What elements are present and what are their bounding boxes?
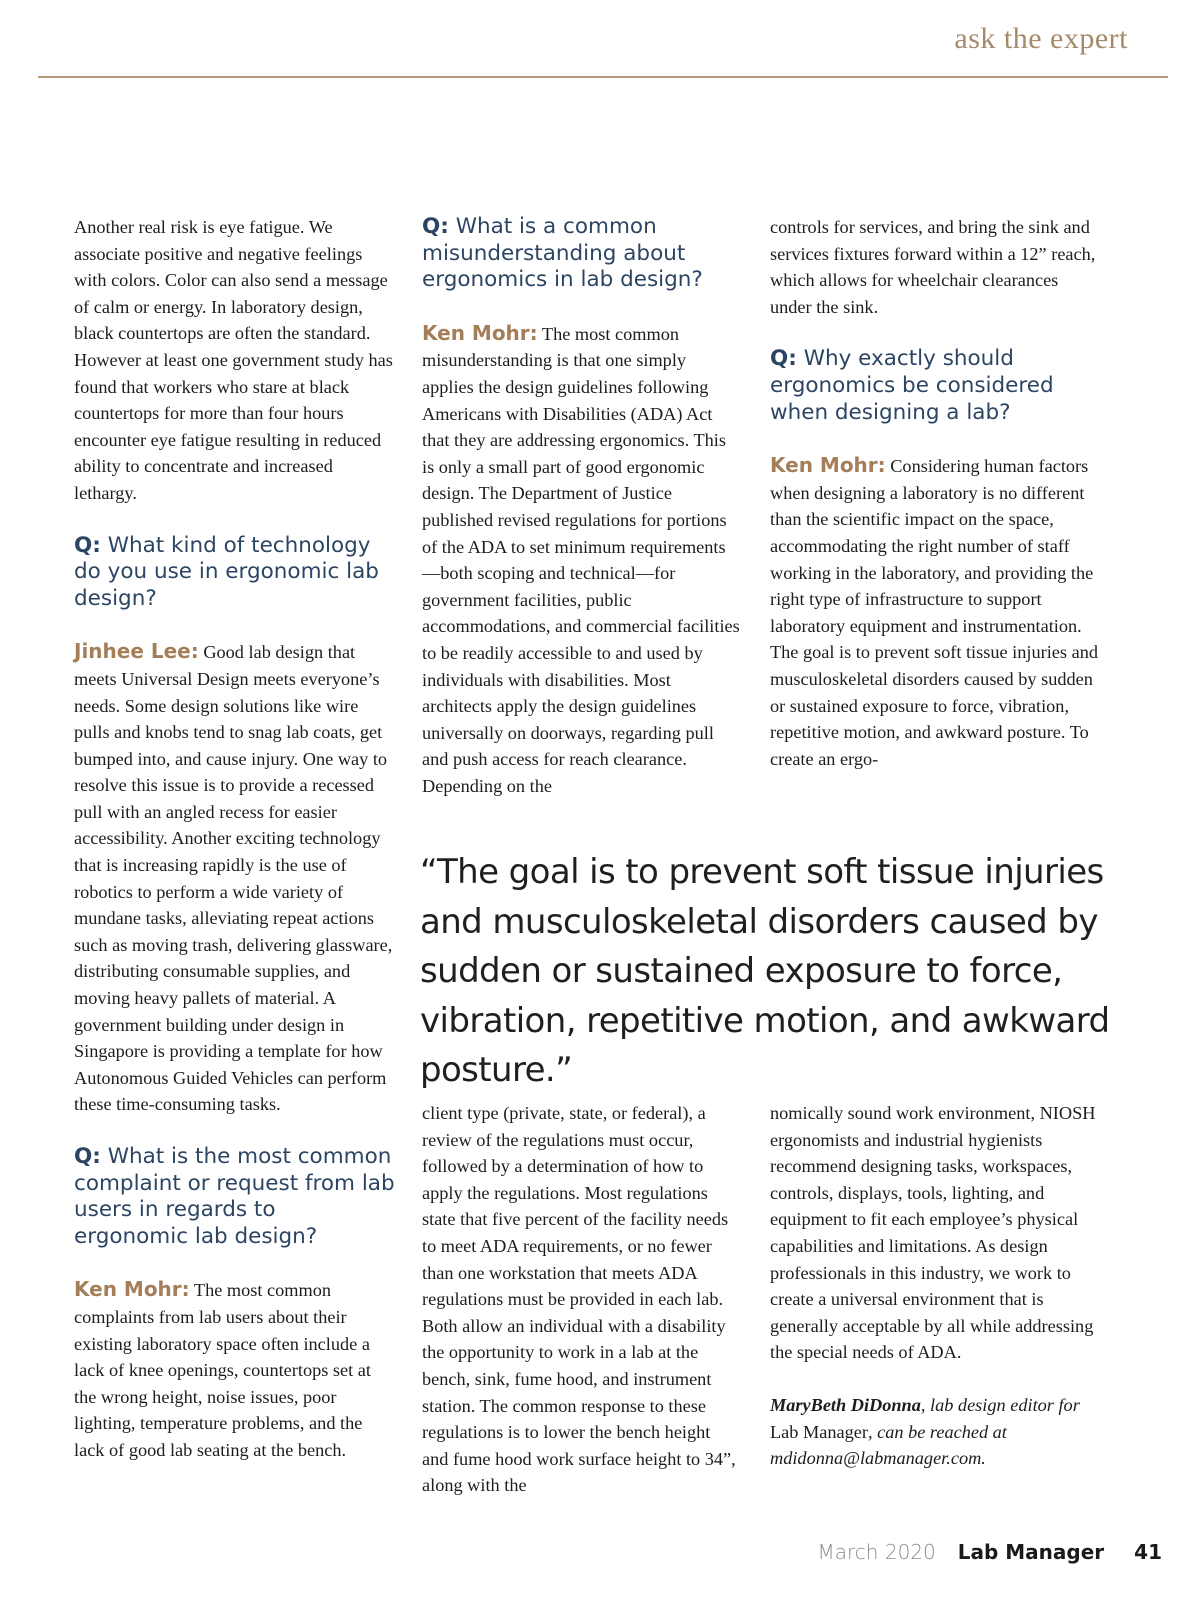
column-3: [770, 214, 1100, 798]
question-heading: [770, 346, 1100, 426]
column-2: [422, 214, 740, 825]
question-heading: [74, 533, 396, 613]
column-2-continued: [422, 1100, 740, 1525]
answer-text: The most common complaints from lab users about their existing laboratory space often include a lack of knee openings, countertops set at the wrong height, noise issues, poor lighting, temperature problems, and the lack of good lab seating at the bench.: [74, 1280, 371, 1460]
pull-quote: “The goal is to prevent soft tissue injuries and musculoskeletal disorders caused by sudden or sustained exposure to force, vibration, repetitive motion, and awkward posture.”: [420, 852, 1110, 1090]
question-text: What is the most common complaint or request from lab users in regards to ergonomic lab design?: [74, 1144, 395, 1249]
speaker-name: Jinhee Lee:: [74, 639, 199, 664]
magazine-name: Lab Manager: [770, 1421, 868, 1442]
author-name: MaryBeth DiDonna: [770, 1394, 921, 1415]
question-prefix: Q:: [74, 532, 101, 558]
question-text: What is a common misunderstanding about ergonomics in lab design?: [422, 214, 703, 293]
paragraph: controls for services, and bring the sink and services fixtures forward within a 12” reach, which allows for wheelchair clearances under the sink.: [770, 217, 1096, 317]
column-3-continued: [770, 1100, 1100, 1472]
paragraph: client type (private, state, or federal), a review of the regulations must occur, followed by a determination of how to apply the regulations. Most regulations state that five percent of the facility needs to meet ADA requirements, or no fewer than one workstation that meets ADA regulations must be provided in each lab. Both allow an individual with a disability the opportunity to work in a lab at the bench, sink, fume hood, and instrument station. The common response to these regulations is to lower the bench height and fume hood work surface height to 34”, along with the: [422, 1103, 736, 1496]
author-role: , lab design editor for: [920, 1394, 1080, 1415]
speaker-name: Ken Mohr:: [74, 1277, 190, 1302]
question-heading: [422, 214, 740, 294]
answer-paragraph: [74, 638, 396, 1118]
question-text: What kind of technology do you use in ergonomic lab design?: [74, 532, 379, 611]
speaker-name: Ken Mohr:: [422, 320, 538, 345]
question-text: Why exactly should ergonomics be considered when designing a lab?: [770, 346, 1054, 425]
question-prefix: Q:: [770, 346, 797, 372]
answer-text: The most common misunderstanding is that one simply applies the design guidelines following Americans with Disabilities (ADA) Act that they are addressing ergonomics. This is only a small part of good ergonomic design. The Department of Justice published revised regulations for portions of the ADA to set minimum requirements—both scoping and technical—for government facilities, public accommodations, and commercial facilities to be readily accessible to and used by individuals with disabilities. Most architects apply the design guidelines universally on doorways, regarding pull and push access for reach clearance. Depending on the: [422, 323, 740, 796]
answer-paragraph: [74, 1276, 396, 1463]
magazine-title: Lab Manager: [957, 1540, 1105, 1564]
author-signature: [770, 1392, 1100, 1472]
author-contact: , can be reached at mdidonna@labmanager.com.: [770, 1421, 1007, 1469]
page-number: 41: [1134, 1540, 1162, 1564]
page-footer: [818, 1540, 1162, 1564]
paragraph: nomically sound work environment, NIOSH ergonomists and industrial hygienists recommend designing tasks, workspaces, controls, displays, tools, lighting, and equipment to fit each employee’s physical capabilities and limitations. As design professionals in this industry, we work to create a universal environment that is generally acceptable by all while addressing the special needs of ADA.: [770, 1103, 1096, 1363]
answer-text: Good lab design that meets Universal Design meets everyone’s needs. Some design solutions like wire pulls and knobs tend to snag lab coats, get bumped into, and cause injury. One way to resolve this issue is to provide a recessed pull with an angled recess for easier accessibility. Another exciting technology that is increasing rapidly is the use of robotics to perform a wide variety of mundane tasks, alleviating repeat actions such as moving trash, delivering glassware, distributing consumable supplies, and moving heavy pallets of material. A government building under design in Singapore is providing a template for how Autonomous Guided Vehicles can perform these time-consuming tasks.: [74, 642, 393, 1115]
column-1: [74, 214, 396, 1490]
answer-text: Considering human factors when designing a laboratory is no different than the scientific impact on the space, accommodating the right number of staff working in the laboratory, and providing the right type of infrastructure to support laboratory equipment and instrumentation. The goal is to prevent soft tissue injuries and musculoskeletal disorders caused by sudden or sustained exposure to force, vibration, repetitive motion, and awkward posture. To create an ergo-: [770, 456, 1098, 769]
answer-paragraph: [770, 452, 1100, 772]
paragraph: Another real risk is eye fatigue. We associate positive and negative feelings with colors. Color can also send a message of calm or energy. In laboratory design, black countertops are often the standard. However at least one government study has found that workers who stare at black countertops for more than four hours encounter eye fatigue resulting in reduced ability to concentrate and increased lethargy.: [74, 217, 393, 503]
question-prefix: Q:: [74, 1144, 101, 1169]
question-prefix: Q:: [422, 214, 449, 239]
speaker-name: Ken Mohr:: [770, 453, 886, 478]
answer-paragraph: [422, 320, 740, 800]
section-title: ask the expert: [954, 22, 1128, 55]
question-heading: [74, 1144, 396, 1250]
header-rule: [38, 76, 1168, 78]
issue-date: March 2020: [817, 1540, 936, 1564]
